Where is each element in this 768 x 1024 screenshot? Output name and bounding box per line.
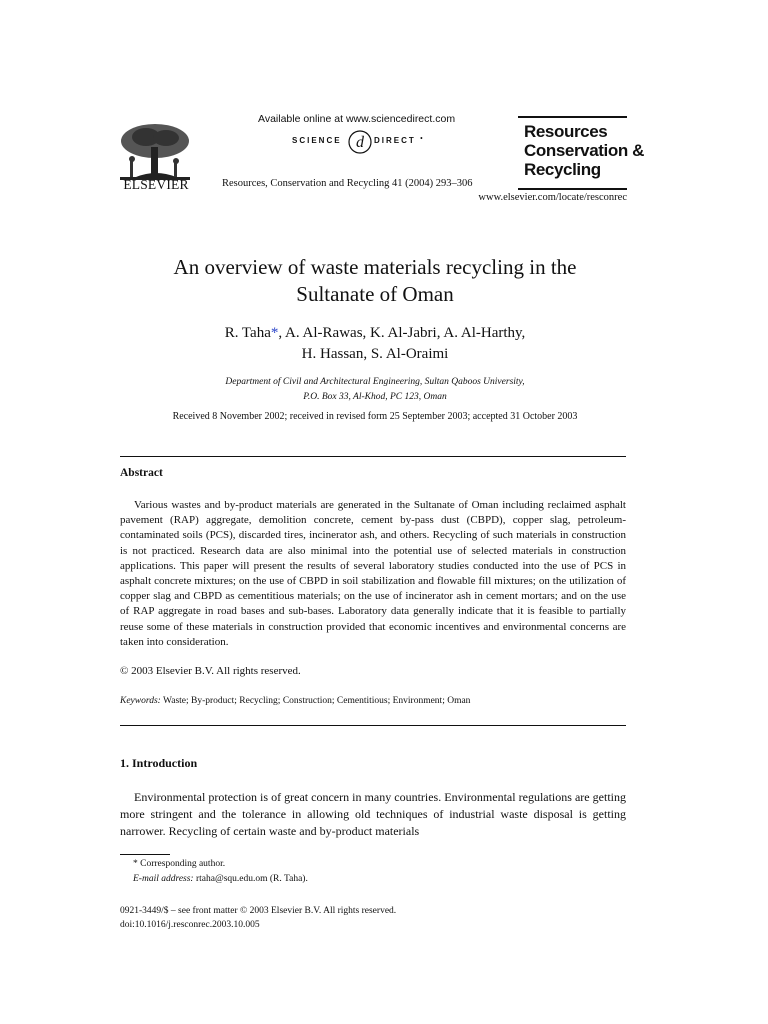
- author-list: [110, 323, 640, 365]
- footnote-divider: [120, 854, 170, 855]
- email-label: E-mail address:: [133, 874, 194, 884]
- brand-line-2: Conservation &: [524, 141, 645, 160]
- introduction-body: [120, 789, 626, 840]
- abstract-heading: Abstract: [120, 467, 163, 479]
- authors-rest: , A. Al-Rawas, K. Al-Jabri, A. Al-Harthy,: [278, 325, 526, 341]
- footnote-email: [133, 874, 308, 884]
- article-title: [110, 254, 640, 308]
- svg-text:d: d: [356, 134, 364, 151]
- author-corresponding: R. Taha: [224, 325, 271, 341]
- abstract-body: [120, 498, 626, 650]
- authors-line-1: [110, 323, 640, 344]
- title-line-2: Sultanate of Oman: [296, 282, 454, 306]
- affiliation-line-2: P.O. Box 33, Al-Khod, PC 123, Oman: [303, 392, 447, 402]
- sciencedirect-left-word: SCIENCE: [292, 136, 342, 145]
- sciencedirect-right-word: DIRECT: [374, 136, 416, 145]
- sciencedirect-logo: [292, 128, 432, 156]
- affiliation: [110, 375, 640, 405]
- journal-citation: Resources, Conservation and Recycling 41 (2004) 293–306: [222, 178, 473, 189]
- elsevier-wordmark: ELSEVIER: [123, 177, 189, 192]
- introduction-text: Environmental protection is of great concern in many countries. Environmental regulations are getting more stringent and the tolerance in allowing old techniques of industrial waste disposal is getting narrower. Recycling of certain waste and by-product materials: [120, 790, 626, 838]
- available-online-text[interactable]: Available online at www.sciencedirect.com: [258, 113, 456, 125]
- footnote-corresponding: * Corresponding author.: [133, 859, 226, 869]
- keywords: [120, 696, 626, 706]
- corresponding-star-link[interactable]: *: [270, 325, 279, 341]
- sciencedirect-mark: •: [420, 134, 423, 143]
- brand-line-3: Recycling: [524, 160, 601, 179]
- title-line-1: An overview of waste materials recycling in the: [173, 255, 577, 279]
- keywords-label: Keywords:: [120, 696, 161, 706]
- keywords-list: Waste; By-product; Recycling; Construction; Cementitious; Environment; Oman: [160, 696, 471, 706]
- doi-line[interactable]: doi:10.1016/j.resconrec.2003.10.005: [120, 920, 260, 930]
- affiliation-line-1: Department of Civil and Architectural Engineering, Sultan Qaboos University,: [225, 377, 525, 387]
- brand-line-1: Resources: [524, 122, 608, 141]
- authors-line-2: H. Hassan, S. Al-Oraimi: [301, 346, 449, 362]
- received-dates: Received 8 November 2002; received in revised form 25 September 2003; accepted 31 October 2003: [172, 411, 578, 422]
- journal-brand: [524, 122, 644, 179]
- issn-line: 0921-3449/$ – see front matter © 2003 Elsevier B.V. All rights reserved.: [120, 906, 397, 916]
- top-divider: [120, 456, 626, 457]
- email-address[interactable]: rtaha@squ.edu.om (R. Taha).: [193, 874, 308, 884]
- bottom-divider: [120, 725, 626, 726]
- abstract-copyright: © 2003 Elsevier B.V. All rights reserved.: [120, 665, 301, 677]
- abstract-text: Various wastes and by-product materials are generated in the Sultanate of Oman including reclaimed asphalt pavement (RAP) aggregate, demolition concrete, cement by-pass dust (CBPD), copper slag, petroleum-contaminated soils (PCS), discarded tires, incinerator ash, and others. Recycling of such materials in construction is not practiced. Research data are also minimal into the potential use of selected materials in construction applications. This paper will present the results of several laboratory studies conducted into the use of PCS in asphalt concrete mixtures; on the use of CBPD in soil stabilization and flowable fill mixtures; on the utilization of copper slag and CBPD as cementitious materials; on the use of incinerator ash in cement mortars; and on the use of RAP aggregate in road bases and sub-bases. Laboratory data generally indicate that it is feasible to partially reuse some of these materials in construction provided that economic incentives and environmental concerns are taken into consideration.: [120, 499, 626, 648]
- journal-site-link[interactable]: www.elsevier.com/locate/resconrec: [478, 192, 627, 203]
- section-heading-introduction: 1. Introduction: [120, 756, 198, 770]
